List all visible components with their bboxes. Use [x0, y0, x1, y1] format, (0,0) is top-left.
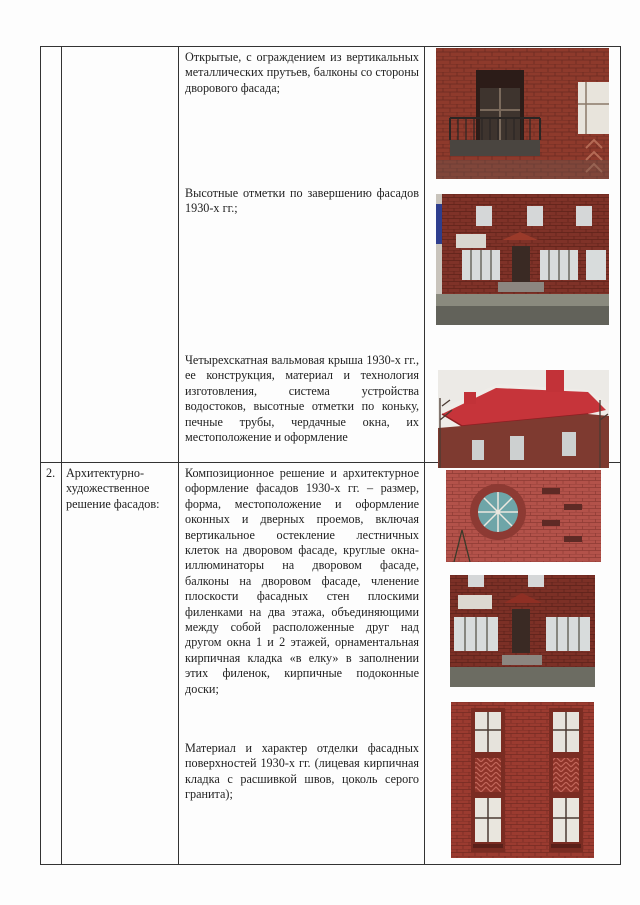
row-label-cell [62, 47, 179, 463]
row-number-cell [41, 47, 62, 463]
balcony-description: Открытые, с ограждением из вертикальных металлических прутьев, балконы со стороны дворового фасада; [185, 50, 419, 95]
facade-elevation-photo [436, 194, 609, 325]
hip-roof-photo [438, 370, 609, 468]
herringbone-panel-photo [451, 702, 594, 858]
row-number-cell: 2. [41, 463, 62, 865]
roof-description: Четырехскатная вальмовая крыша 1930-х гг., ее конструкция, материал и технология изготовления, система устройства водостоков, высотные отметки по коньку, печные трубы, чердачные окна, их местоположение и оформление [185, 353, 419, 445]
description-cell [179, 47, 425, 463]
row-label-cell [62, 463, 179, 865]
balcony-photo [436, 48, 609, 179]
round-window-photo [446, 470, 601, 562]
materials-description: Материал и характер отделки фасадных поверхностей 1930-х гг. (лицевая кирпичная кладка с расшивкой швов, цоколь серого гранита); [185, 741, 419, 802]
composition-description: Композиционное решение и архитектурное оформление фасадов 1930-х гг. – размер, форма, местоположение и оформление оконных и дверных проемов, включая вертикальное остекление лестничных клеток на дворовом фасаде, круглые окна-иллюминаторы на дворовом фасаде, балконы на дворовом фасаде, членение плоскости фасадных стен плоскими филенками на два этажа, объединяющими между собой расположенные друг над другом окна 1 и 2 этажей, орнаментальная кирпичная кладка «в елку» в заполнении этих филенок, кирпичные подоконные доски; [185, 466, 419, 696]
height-marks-description: Высотные отметки по завершению фасадов 1930-х гг.; [185, 186, 419, 216]
description-cell [179, 463, 425, 865]
facade-section-label: Архитектурно-художественное решение фасадов: [66, 466, 160, 511]
courtyard-entrance-photo [450, 575, 595, 687]
